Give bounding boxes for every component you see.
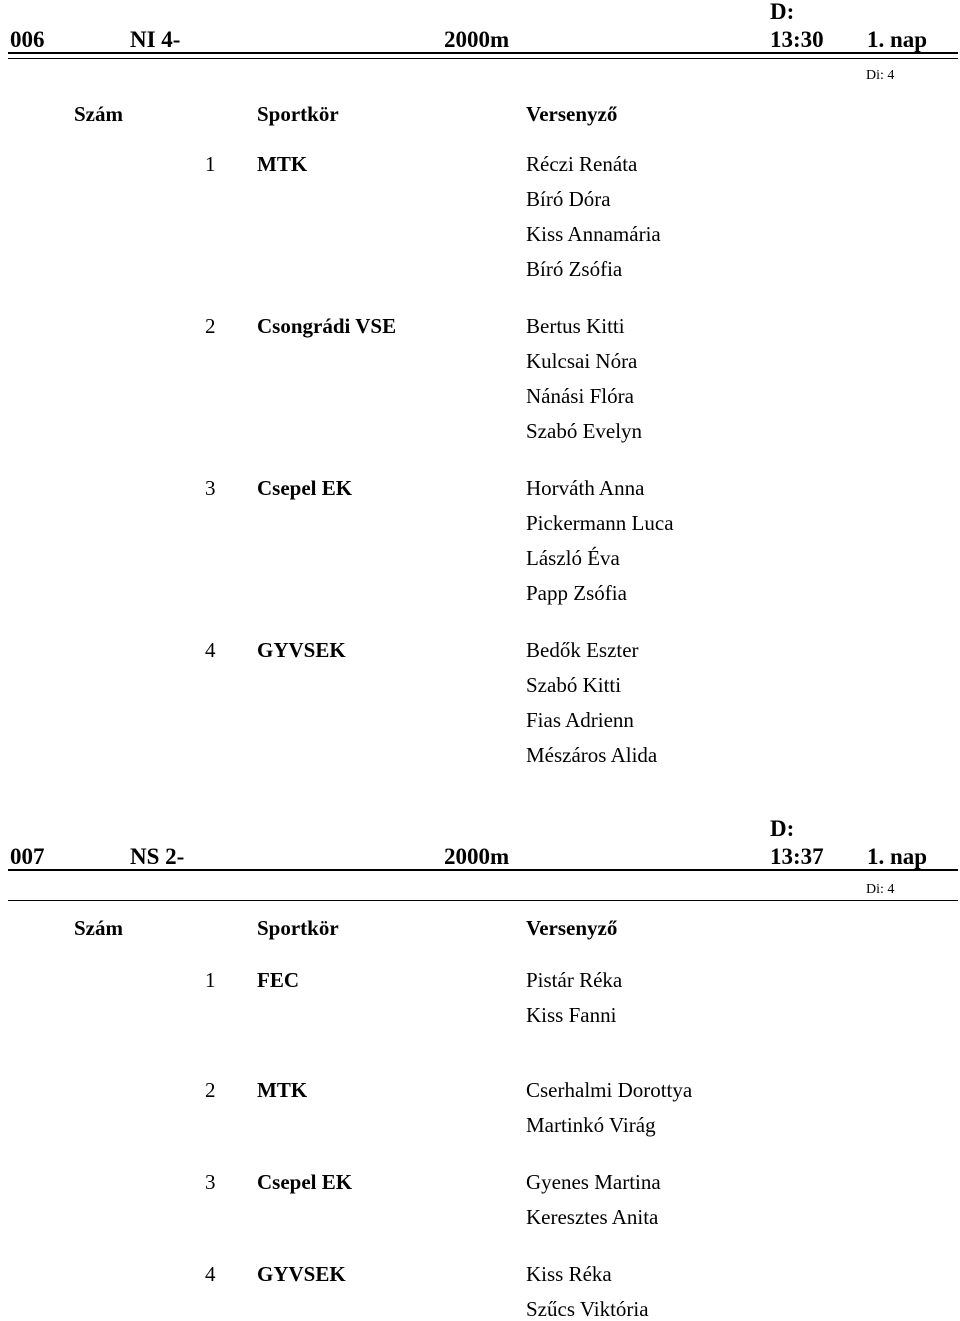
- athlete-name: Kulcsai Nóra: [526, 349, 638, 373]
- athlete-name: Bíró Dóra: [526, 187, 611, 211]
- athlete-name: Kiss Annamária: [526, 222, 661, 246]
- header-underline: [8, 52, 958, 54]
- athlete-name: Gyenes Martina: [526, 1170, 661, 1194]
- athlete-name: Pickermann Luca: [526, 511, 674, 535]
- event-name: NI 4-: [130, 27, 181, 52]
- athlete-name: Szűcs Viktória: [526, 1297, 649, 1321]
- entry-number: 4: [205, 638, 216, 662]
- entry-club: Csepel EK: [257, 1170, 353, 1194]
- entry-club: Csongrádi VSE: [257, 314, 397, 338]
- athlete-name: Horváth Anna: [526, 476, 645, 500]
- athlete-name: Martinkó Virág: [526, 1113, 656, 1137]
- athlete-name: Pistár Réka: [526, 968, 623, 992]
- event-distance: 2000m: [444, 27, 510, 52]
- start-time: 13:30: [770, 27, 824, 52]
- event-number: 006: [10, 27, 45, 52]
- athlete-name: Szabó Evelyn: [526, 419, 643, 443]
- event-name: NS 2-: [130, 844, 185, 869]
- column-header-athletes: Versenyző: [526, 916, 618, 940]
- athlete-name: Keresztes Anita: [526, 1205, 659, 1229]
- race-day: 1. nap: [867, 844, 928, 869]
- event-distance: 2000m: [444, 844, 510, 869]
- athlete-name: Bíró Zsófia: [526, 257, 623, 281]
- entry-club: Csepel EK: [257, 476, 353, 500]
- athlete-name: Kiss Réka: [526, 1262, 612, 1286]
- athlete-name: Mészáros Alida: [526, 743, 658, 767]
- start-time: 13:37: [770, 844, 824, 869]
- entry-number: 1: [205, 968, 216, 992]
- athlete-name: Kiss Fanni: [526, 1003, 617, 1027]
- entry-club: FEC: [257, 968, 299, 992]
- column-header-club: Sportkör: [257, 102, 339, 126]
- athlete-name: Papp Zsófia: [526, 581, 627, 605]
- athlete-name: Szabó Kitti: [526, 673, 622, 697]
- entry-club: GYVSEK: [257, 1262, 346, 1286]
- athlete-name: László Éva: [526, 546, 620, 570]
- start-label: D:: [770, 0, 795, 24]
- column-header-club: Sportkör: [257, 916, 339, 940]
- column-header-athletes: Versenyző: [526, 102, 618, 126]
- entry-number: 2: [205, 1078, 216, 1102]
- race-day: 1. nap: [867, 27, 928, 52]
- athlete-name: Cserhalmi Dorottya: [526, 1078, 693, 1102]
- di-label: Di: 4: [866, 882, 895, 897]
- entry-club: MTK: [257, 1078, 308, 1102]
- header-underline: [8, 869, 958, 871]
- entry-number: 3: [205, 476, 216, 500]
- entry-number: 2: [205, 314, 216, 338]
- athlete-name: Bertus Kitti: [526, 314, 625, 338]
- athlete-name: Bedők Eszter: [526, 638, 639, 662]
- header-divider: [8, 58, 958, 59]
- entry-club: MTK: [257, 152, 308, 176]
- event-number: 007: [10, 844, 45, 869]
- entry-number: 4: [205, 1262, 216, 1286]
- column-header-number: Szám: [74, 916, 123, 940]
- entry-club: GYVSEK: [257, 638, 346, 662]
- athlete-name: Fias Adrienn: [526, 708, 634, 732]
- athlete-name: Nánási Flóra: [526, 384, 634, 408]
- column-header-number: Szám: [74, 102, 123, 126]
- athlete-name: Réczi Renáta: [526, 152, 638, 176]
- entry-number: 3: [205, 1170, 216, 1194]
- di-label: Di: 4: [866, 68, 895, 83]
- entry-number: 1: [205, 152, 216, 176]
- header-divider: [8, 900, 958, 901]
- start-label: D:: [770, 816, 795, 841]
